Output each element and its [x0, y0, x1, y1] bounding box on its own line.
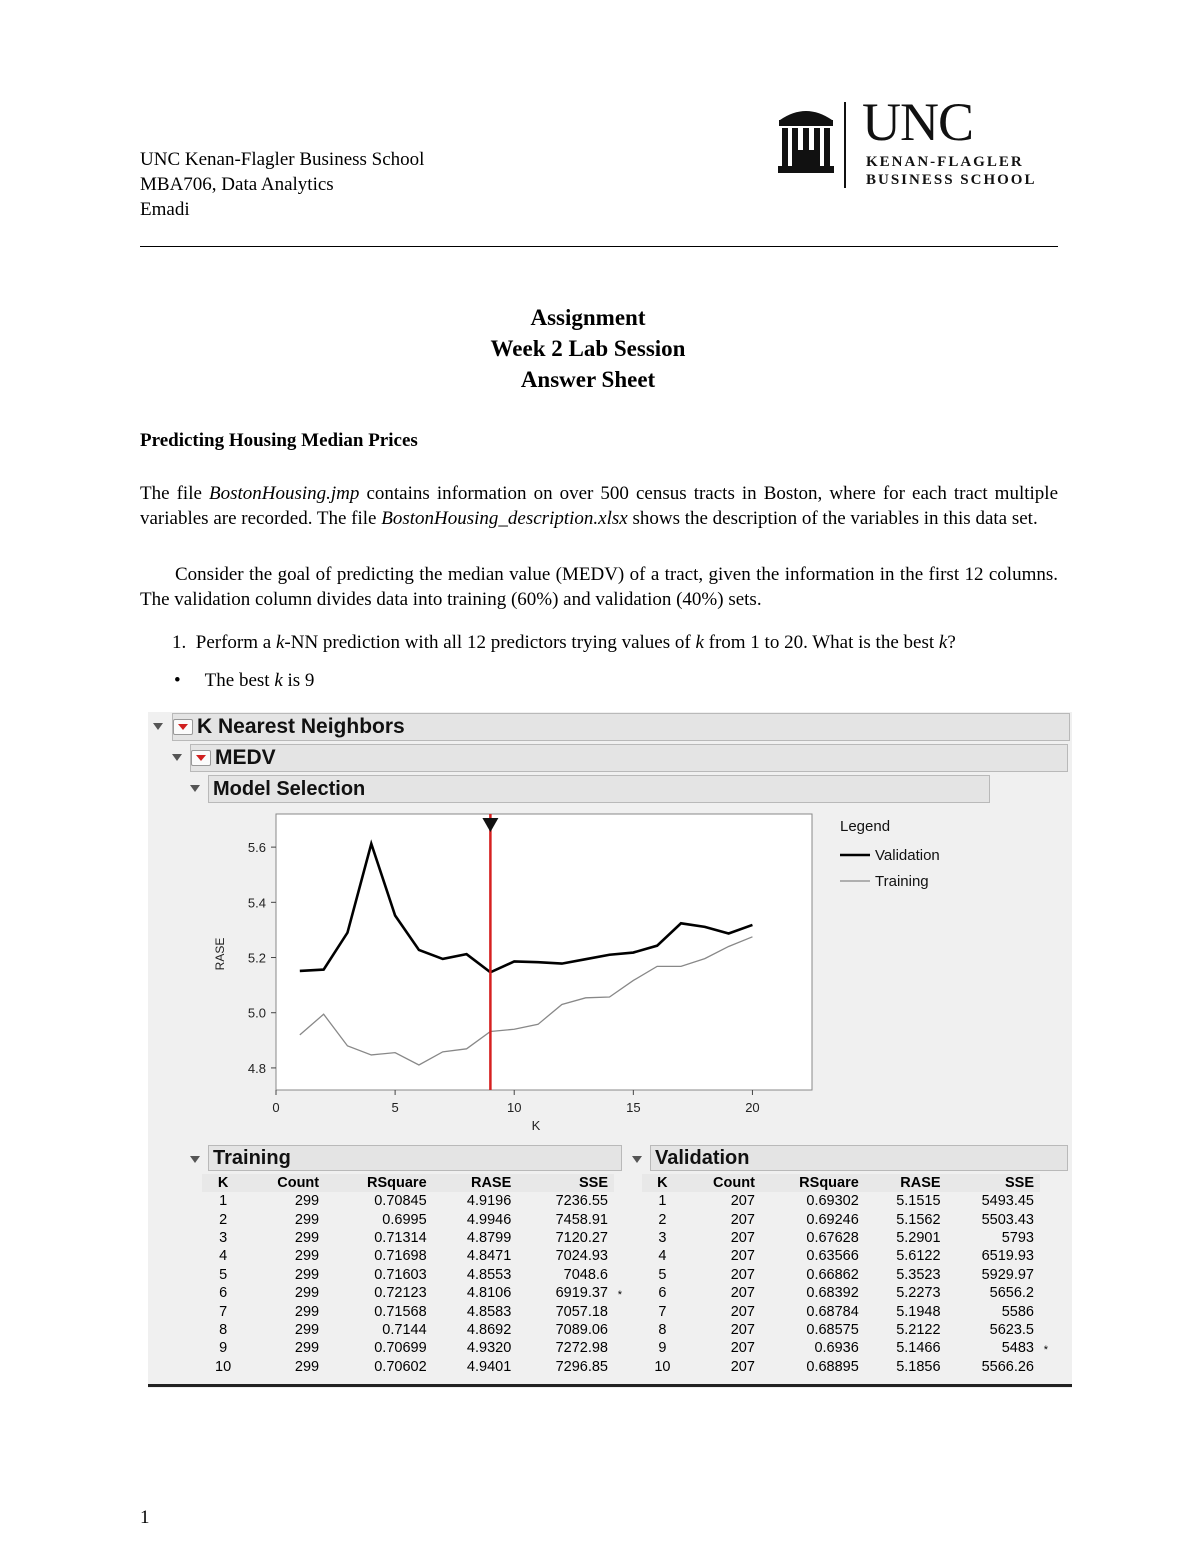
title-assignment: Assignment — [530, 305, 646, 330]
table-cell: 3 — [658, 1229, 667, 1246]
table-row — [202, 1339, 614, 1357]
table-cell: 4.9946 — [466, 1211, 512, 1228]
table-row — [202, 1284, 614, 1302]
table-cell: 5.2273 — [896, 1285, 941, 1302]
question-1: 1. Perform a k-NN prediction with all 12 predictors trying values of k from 1 to 20. What is the best k? — [172, 632, 956, 653]
table-row — [642, 1321, 1040, 1339]
column-header-rase[interactable]: RASE — [433, 1174, 518, 1192]
training-table — [202, 1174, 622, 1376]
table-cell: 7048.6 — [563, 1266, 608, 1283]
x-axis-label: K — [531, 1118, 541, 1133]
table-cell: 5.1466 — [896, 1340, 941, 1357]
table-cell: 9 — [658, 1340, 667, 1357]
table-cell: 4.8583 — [466, 1303, 512, 1320]
table-cell: 5656.2 — [989, 1285, 1034, 1302]
header-school: UNC Kenan-Flagler Business School — [140, 149, 425, 170]
table-cell: 0.68575 — [806, 1321, 859, 1338]
table-cell: 207 — [730, 1211, 755, 1228]
logo-business-text: BUSINESS SCHOOL — [866, 172, 1037, 188]
table-cell: 5.1856 — [896, 1358, 941, 1375]
knn-outline-header[interactable] — [172, 713, 1070, 741]
column-header-rase[interactable]: RASE — [865, 1174, 947, 1192]
table-cell: 4.8471 — [466, 1248, 512, 1265]
table-cell: 5.2122 — [896, 1321, 941, 1338]
answer-1: • The best k is 9 — [174, 670, 315, 691]
table-cell: 0.70602 — [374, 1358, 427, 1375]
medv-outline-header[interactable] — [190, 744, 1068, 772]
table-row — [642, 1210, 1040, 1228]
legend-validation-label: Validation — [875, 847, 940, 864]
table-row — [202, 1229, 614, 1247]
header-course: MBA706, Data Analytics — [140, 174, 334, 195]
best-marker: * — [1043, 1344, 1048, 1357]
jmp-report — [148, 712, 1072, 1388]
table-cell: 5.6122 — [896, 1248, 941, 1265]
section-heading: Predicting Housing Median Prices — [140, 430, 418, 451]
table-cell: 7272.98 — [555, 1340, 608, 1357]
table-cell: 8 — [219, 1321, 228, 1338]
table-cell: 1 — [219, 1193, 228, 1210]
legend-training-label: Training — [875, 873, 929, 890]
header-divider — [140, 246, 1058, 247]
table-cell: 299 — [294, 1303, 320, 1320]
table-cell: 299 — [294, 1229, 320, 1246]
column-header-rsquare[interactable]: RSquare — [325, 1174, 433, 1192]
table-cell: 0.72123 — [374, 1285, 427, 1302]
table-cell: 5493.45 — [981, 1193, 1034, 1210]
x-tick-label: 5 — [391, 1100, 399, 1115]
table-cell: 6919.37 * — [517, 1284, 614, 1302]
table-cell: 299 — [294, 1285, 320, 1302]
table-row — [202, 1192, 614, 1210]
table-header-row — [642, 1174, 1040, 1192]
goal-paragraph: Consider the goal of predicting the median value (MEDV) of a tract, given the information in the first 12 columns. The validation column divides data into training (60%) and validation (40%) sets. — [140, 564, 1058, 610]
table-cell: 7296.85 — [555, 1358, 608, 1375]
y-tick-label: 5.4 — [247, 895, 266, 911]
model-selection-title: Model Selection — [213, 777, 366, 800]
medv-title: MEDV — [215, 746, 276, 769]
table-cell: 7236.55 — [555, 1193, 608, 1210]
table-row — [202, 1358, 614, 1376]
table-cell: 207 — [730, 1266, 755, 1283]
collapse-triangle-icon[interactable] — [172, 754, 182, 761]
collapse-triangle-icon[interactable] — [190, 785, 200, 792]
table-cell: 2 — [658, 1211, 667, 1228]
table-cell: 0.7144 — [382, 1321, 427, 1338]
bullet: • — [174, 670, 181, 691]
table-cell: 0.63566 — [806, 1248, 859, 1265]
column-header-k[interactable]: K — [202, 1174, 244, 1192]
page-number: 1 — [140, 1507, 150, 1528]
column-header-count[interactable]: Count — [244, 1174, 325, 1192]
table-cell: 6 — [658, 1285, 667, 1302]
table-row — [642, 1358, 1040, 1376]
table-cell: 207 — [730, 1248, 755, 1265]
x-tick-label: 10 — [506, 1100, 522, 1115]
table-cell: 299 — [294, 1266, 320, 1283]
table-cell: 10 — [215, 1358, 232, 1375]
table-cell: 4.9196 — [466, 1193, 512, 1210]
training-header[interactable] — [208, 1145, 622, 1171]
y-tick-label: 4.8 — [247, 1060, 266, 1076]
logo-unc-text: UNC — [862, 92, 974, 152]
table-cell: 207 — [730, 1303, 755, 1320]
collapse-triangle-icon[interactable] — [632, 1156, 642, 1163]
column-header-rsquare[interactable]: RSquare — [761, 1174, 865, 1192]
table-cell: 207 — [730, 1321, 755, 1338]
unc-logo — [776, 92, 1066, 192]
table-cell: 6519.93 — [981, 1248, 1034, 1265]
table-cell: 7458.91 — [555, 1211, 608, 1228]
table-cell: 4.9401 — [466, 1358, 512, 1375]
table-cell: 5586 — [1001, 1303, 1034, 1320]
column-header-count[interactable]: Count — [683, 1174, 761, 1192]
red-triangle-menu-icon[interactable] — [191, 750, 211, 766]
table-cell: 4.8799 — [466, 1229, 512, 1246]
table-cell: 5 — [658, 1266, 667, 1283]
table-cell: 5503.43 — [981, 1211, 1034, 1228]
rase-chart — [148, 806, 1072, 1146]
table-cell: 0.71314 — [374, 1229, 427, 1246]
table-cell: 299 — [294, 1340, 320, 1357]
table-cell: 5483 * — [947, 1339, 1040, 1357]
table-cell: 0.71698 — [374, 1248, 427, 1265]
collapse-triangle-icon[interactable] — [190, 1156, 200, 1163]
knn-title: K Nearest Neighbors — [197, 715, 405, 738]
table-row — [642, 1247, 1040, 1265]
table-cell: 9 — [219, 1340, 228, 1357]
table-cell: 5929.97 — [981, 1266, 1034, 1283]
intro-paragraph: The file BostonHousing.jmp contains information on over 500 census tracts in Boston, where for each tract multiple variables are recorded. The file BostonHousing_description.xlsx shows the description of the variables in this data set. — [140, 483, 1059, 529]
table-cell: 0.68784 — [806, 1303, 859, 1320]
y-tick-label: 5.0 — [247, 1005, 266, 1021]
table-cell: 0.71568 — [374, 1303, 427, 1320]
table-cell: 299 — [294, 1211, 320, 1228]
table-cell: 4 — [219, 1248, 228, 1265]
validation-table — [642, 1174, 1048, 1376]
collapse-triangle-icon[interactable] — [153, 723, 163, 730]
table-cell: 0.6995 — [382, 1211, 427, 1228]
table-cell: 5623.5 — [989, 1321, 1034, 1338]
table-cell: 207 — [730, 1285, 755, 1302]
training-title: Training — [213, 1146, 291, 1169]
table-row — [202, 1210, 614, 1228]
table-cell: 299 — [294, 1321, 320, 1338]
file-name: BostonHousing.jmp — [208, 483, 360, 504]
table-cell: 0.71603 — [374, 1266, 427, 1283]
table-row — [642, 1192, 1040, 1210]
title-answer-sheet: Answer Sheet — [520, 367, 656, 392]
table-cell: 207 — [730, 1340, 755, 1357]
x-tick-label: 20 — [745, 1100, 760, 1115]
table-cell: 4 — [658, 1248, 667, 1265]
file-name-description: BostonHousing_description.xlsx — [381, 508, 628, 529]
table-row — [642, 1284, 1040, 1302]
column-header-sse[interactable]: SSE — [517, 1174, 614, 1192]
table-cell: 207 — [730, 1358, 755, 1375]
table-row — [202, 1247, 614, 1265]
table-row — [642, 1266, 1040, 1284]
x-tick-label: 15 — [626, 1100, 641, 1115]
table-cell: 10 — [654, 1358, 671, 1375]
table-cell: 4.8553 — [466, 1266, 512, 1283]
table-cell: 5 — [219, 1266, 228, 1283]
table-header-row — [202, 1174, 614, 1192]
legend-title: Legend — [840, 818, 891, 835]
table-cell: 0.70845 — [374, 1193, 427, 1210]
table-cell: 7 — [658, 1303, 667, 1320]
table-cell: 8 — [658, 1321, 667, 1338]
table-cell: 4.8692 — [466, 1321, 512, 1338]
table-cell: 5.1515 — [896, 1193, 941, 1210]
table-cell: 299 — [294, 1248, 320, 1265]
y-tick-label: 5.2 — [247, 950, 266, 966]
table-cell: 1 — [658, 1193, 667, 1210]
table-cell: 0.70699 — [374, 1340, 427, 1357]
table-row — [642, 1339, 1040, 1357]
table-cell: 7089.06 — [555, 1321, 608, 1338]
red-triangle-menu-icon[interactable] — [173, 719, 193, 735]
table-cell: 5566.26 — [981, 1358, 1034, 1375]
x-tick-label: 0 — [272, 1100, 280, 1115]
table-cell: 0.67628 — [806, 1229, 859, 1246]
table-row — [202, 1302, 614, 1320]
table-cell: 0.68895 — [806, 1358, 859, 1375]
table-cell: 299 — [294, 1193, 320, 1210]
table-cell: 7024.93 — [555, 1248, 608, 1265]
table-cell: 4.9320 — [466, 1340, 512, 1357]
best-marker: * — [617, 1288, 622, 1301]
table-cell: 207 — [730, 1229, 755, 1246]
column-header-sse[interactable]: SSE — [947, 1174, 1040, 1192]
table-cell: 5793 — [1001, 1229, 1034, 1246]
table-cell: 5.1562 — [896, 1211, 941, 1228]
old-well-icon — [776, 104, 836, 178]
table-cell: 3 — [219, 1229, 228, 1246]
table-cell: 0.66862 — [806, 1266, 859, 1283]
validation-title: Validation — [655, 1146, 750, 1169]
table-row — [642, 1302, 1040, 1320]
table-cell: 0.69246 — [806, 1211, 859, 1228]
y-tick-label: 5.6 — [247, 840, 266, 856]
table-cell: 207 — [730, 1193, 755, 1210]
table-row — [202, 1321, 614, 1339]
table-cell: 6 — [219, 1285, 228, 1302]
table-cell: 0.68392 — [806, 1285, 859, 1302]
table-cell: 7057.18 — [555, 1303, 608, 1320]
table-cell: 5.1948 — [896, 1303, 941, 1320]
table-cell: 0.69302 — [806, 1193, 859, 1210]
table-row — [202, 1266, 614, 1284]
table-cell: 2 — [219, 1211, 228, 1228]
table-cell: 299 — [294, 1358, 320, 1375]
validation-header[interactable] — [650, 1145, 1068, 1171]
logo-kenan-text: KENAN-FLAGLER — [866, 154, 1024, 170]
table-row — [642, 1229, 1040, 1247]
title-week: Week 2 Lab Session — [490, 336, 686, 361]
header-instructor: Emadi — [140, 199, 190, 220]
table-cell: 5.2901 — [896, 1229, 941, 1246]
column-header-k[interactable]: K — [642, 1174, 683, 1192]
table-cell: 7120.27 — [555, 1229, 608, 1246]
table-cell: 0.6936 — [814, 1340, 859, 1357]
table-cell: 7 — [219, 1303, 228, 1320]
table-cell: 5.3523 — [896, 1266, 941, 1283]
report-bottom-border — [148, 1384, 1072, 1387]
table-cell: 4.8106 — [466, 1285, 512, 1302]
y-axis-label: RASE — [213, 937, 227, 971]
model-selection-header[interactable] — [208, 775, 990, 803]
